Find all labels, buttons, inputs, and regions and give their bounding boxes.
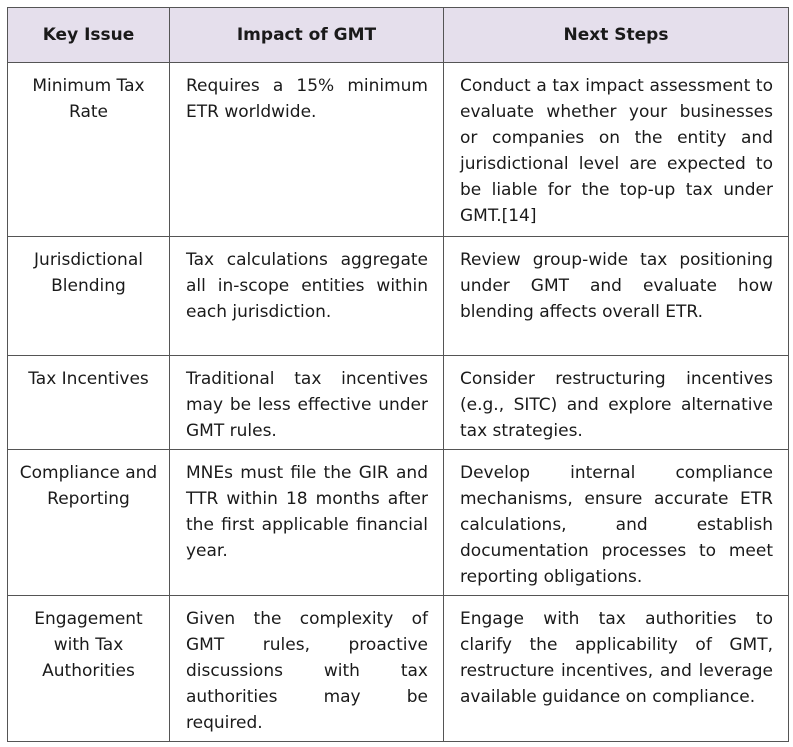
table-row [8, 237, 789, 356]
table-row [8, 356, 789, 450]
next-steps-cell: Consider restructuring incentives (e.g., SITC) and explore alternative tax strategies. [444, 356, 789, 450]
next-steps-cell: Develop internal compliance mechanisms, ensure accurate ETR calculations, and establish documentation processes to meet reporting obligations. [444, 450, 789, 596]
header-key-issue: Key Issue [8, 8, 170, 63]
table-row [8, 596, 789, 742]
key-issue-cell: Minimum Tax Rate [8, 63, 170, 237]
key-issue-cell: Engagement with Tax Authorities [8, 596, 170, 742]
next-steps-cell: Conduct a tax impact assessment to evaluate whether your businesses or companies on the entity and jurisdictional level are expected to be liable for the top-up tax under GMT.[14] [444, 63, 789, 237]
impact-cell: Given the complexity of GMT rules, proactive discussions with tax authorities may be required. [170, 596, 444, 742]
header-next-steps: Next Steps [444, 8, 789, 63]
impact-cell: Tax calculations aggregate all in-scope entities within each jurisdiction. [170, 237, 444, 356]
impact-cell: Requires a 15% minimum ETR worldwide. [170, 63, 444, 237]
key-issue-cell: Jurisdictional Blending [8, 237, 170, 356]
key-issue-cell: Tax Incentives [8, 356, 170, 450]
table-header-row [8, 8, 789, 63]
impact-cell: Traditional tax incentives may be less effective under GMT rules. [170, 356, 444, 450]
next-steps-cell: Review group-wide tax positioning under GMT and evaluate how blending affects overall ETR. [444, 237, 789, 356]
header-impact-of-gmt: Impact of GMT [170, 8, 444, 63]
impact-cell: MNEs must file the GIR and TTR within 18 months after the first applicable financial year. [170, 450, 444, 596]
table-row [8, 63, 789, 237]
next-steps-cell: Engage with tax authorities to clarify the applicability of GMT, restructure incentives, and leverage available guidance on compliance. [444, 596, 789, 742]
table-row [8, 450, 789, 596]
gmt-issues-table [7, 7, 789, 742]
key-issue-cell: Compliance and Reporting [8, 450, 170, 596]
